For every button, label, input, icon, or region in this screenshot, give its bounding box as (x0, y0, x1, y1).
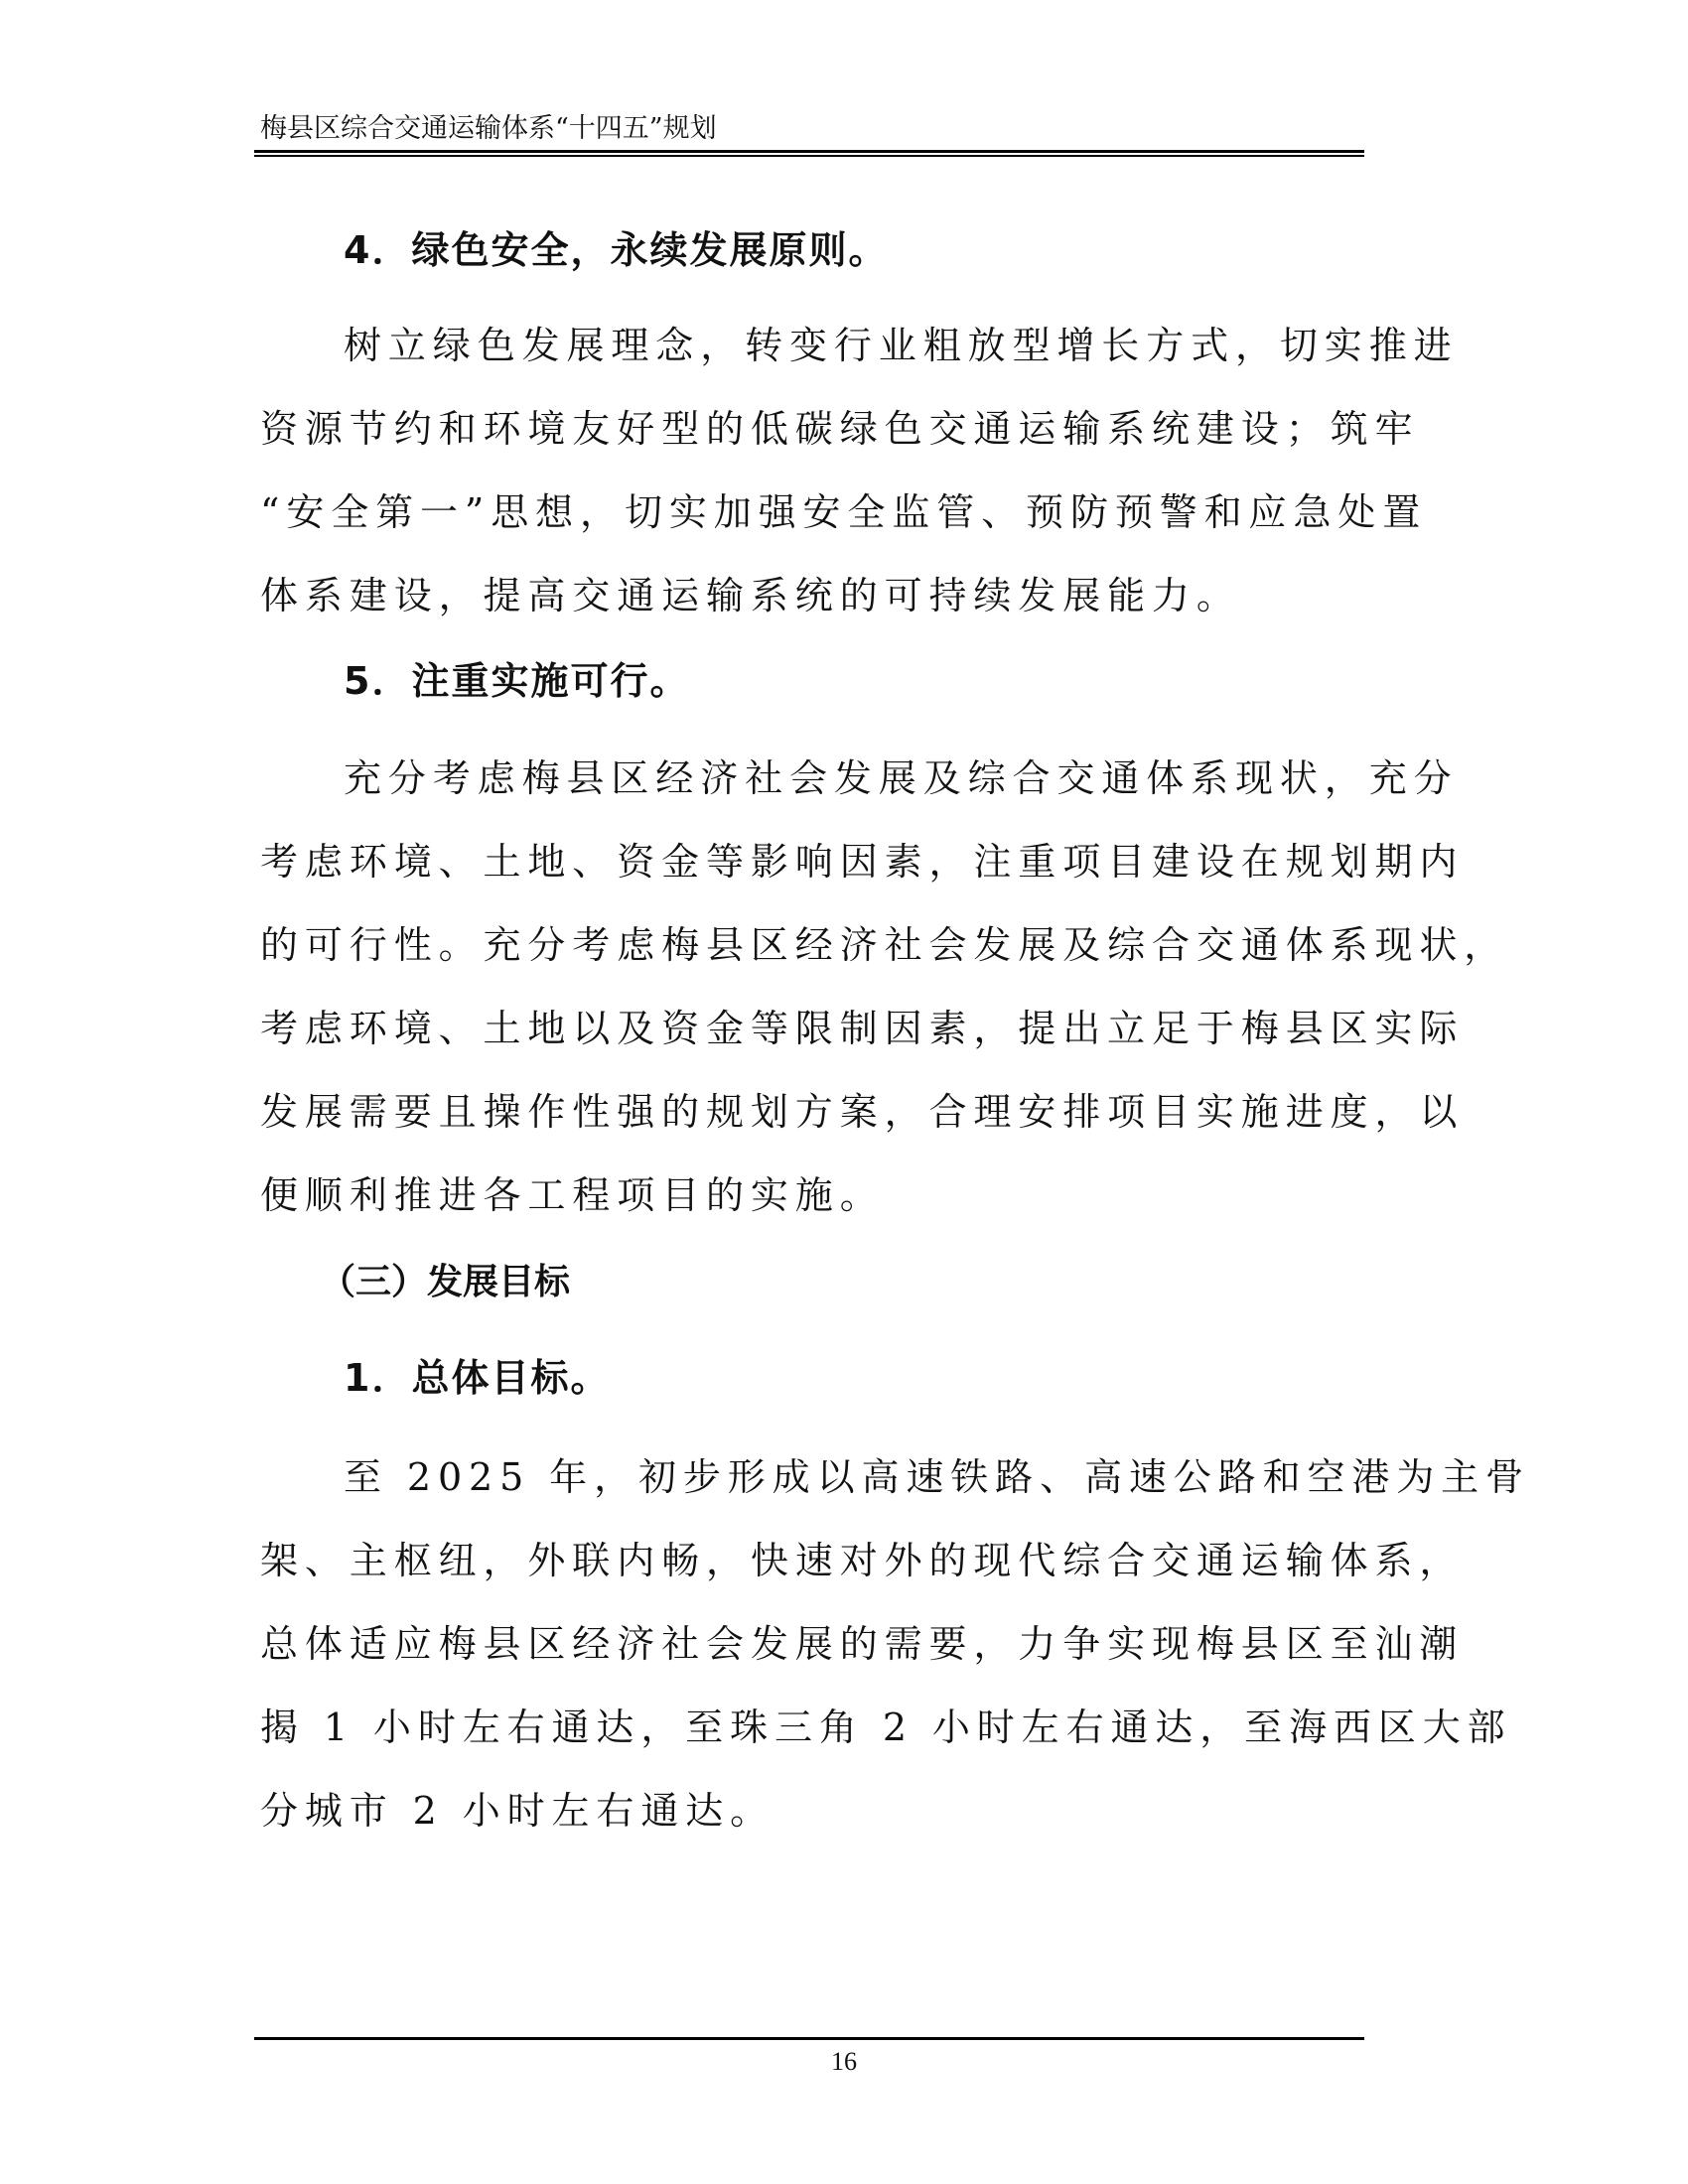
paragraph-line: “安全第一”思想，切实加强安全监管、预防预警和应急处置 (260, 490, 1428, 534)
paragraph-line: 便顺利推进各工程项目的实施。 (260, 1173, 885, 1217)
section-heading-4: 4．绿色安全，永续发展原则。 (344, 228, 889, 272)
header-rule-thin (254, 155, 1364, 157)
paragraph-line: 总体适应梅县区经济社会发展的需要，力争实现梅县区至汕潮 (260, 1622, 1465, 1666)
paragraph-line: 体系建设，提高交通运输系统的可持续发展能力。 (260, 574, 1241, 617)
paragraph-line: 考虑环境、土地、资金等影响因素，注重项目建设在规划期内 (260, 840, 1465, 884)
paragraph-line: 发展需要且操作性强的规划方案，合理安排项目实施进度，以 (260, 1090, 1465, 1134)
goal-heading-1: 1．总体目标。 (344, 1356, 611, 1400)
paragraph-line: 的可行性。充分考虑梅县区经济社会发展及综合交通体系现状， (260, 923, 1509, 967)
header-rule-thick (254, 150, 1364, 153)
paragraph-line: 分城市 2 小时左右通达。 (260, 1789, 775, 1833)
paragraph-line: 考虑环境、土地以及资金等限制因素，提出立足于梅县区实际 (260, 1007, 1465, 1050)
paragraph-line: 至 2025 年，初步形成以高速铁路、高速公路和空港为主骨 (344, 1455, 1530, 1499)
footer-rule (254, 2037, 1364, 2040)
page-number: 16 (831, 2047, 857, 2076)
paragraph-line: 揭 1 小时左右通达，至珠三角 2 小时左右通达，至海西区大部 (260, 1706, 1512, 1749)
paragraph-line: 树立绿色发展理念，转变行业粗放型增长方式，切实推进 (344, 324, 1459, 367)
paragraph-line: 资源节约和环境友好型的低碳绿色交通运输系统建设；筑牢 (260, 407, 1420, 451)
section-heading-5: 5．注重实施可行。 (344, 659, 690, 703)
paragraph-line: 架、主枢纽，外联内畅，快速对外的现代综合交通运输体系， (260, 1539, 1465, 1582)
subsection-heading: （三）发展目标 (320, 1262, 571, 1302)
paragraph-line: 充分考虑梅县区经济社会发展及综合交通体系现状，充分 (344, 756, 1459, 800)
document-running-title: 梅县区综合交通运输体系“十四五”规划 (260, 113, 717, 144)
